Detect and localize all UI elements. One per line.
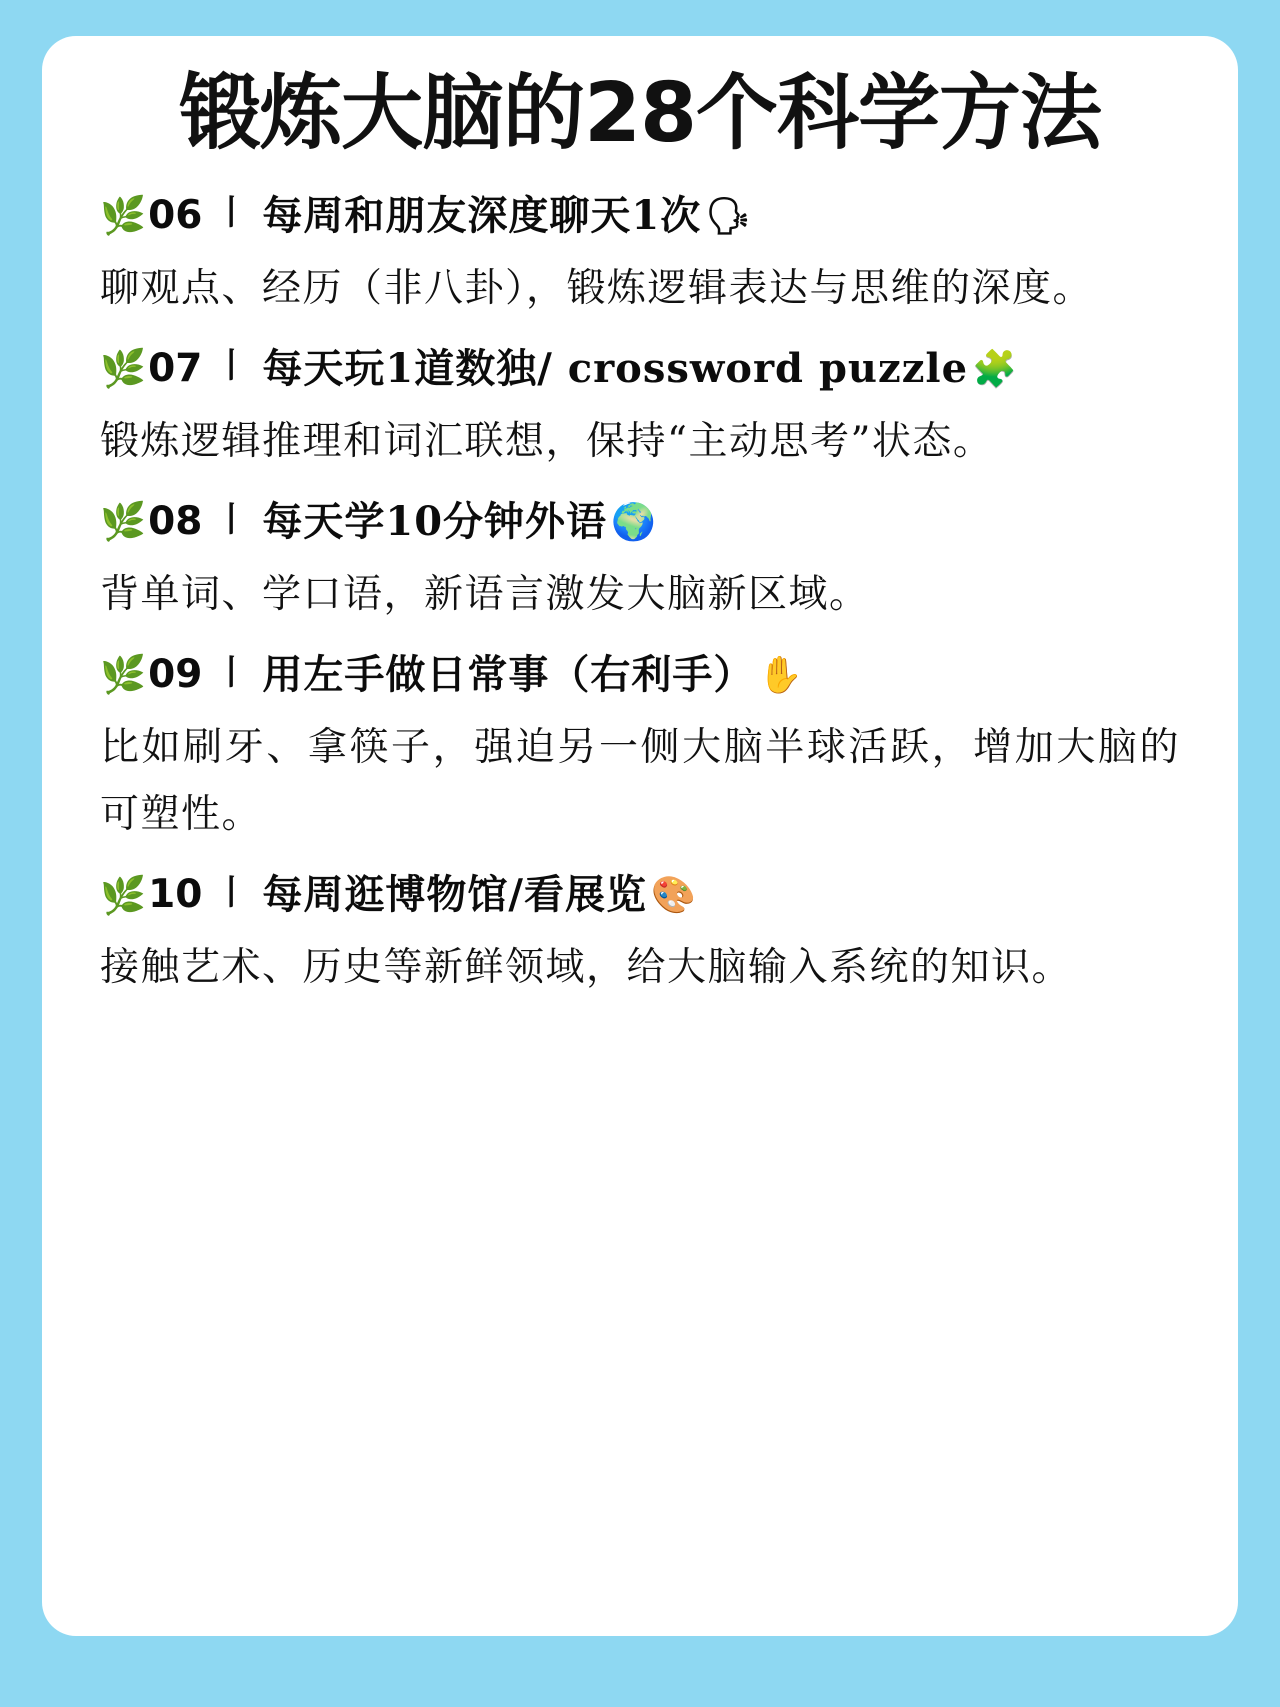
separator-icon: 丨 [214,872,249,913]
list-item [100,185,1180,322]
item-heading-text: 用左手做日常事（右利手） [262,650,755,698]
separator-icon: 丨 [214,193,249,234]
artist-palette-icon: 🎨 [650,874,696,917]
item-body: 背单词、学口语，新语言激发大脑新区域。 [100,571,870,617]
raised-hand-icon: ✋ [758,653,804,696]
puzzle-piece-icon: 🧩 [972,347,1017,390]
note-card [42,36,1238,1636]
item-number: 08 [148,498,203,544]
item-heading [100,491,1180,553]
list-item [100,644,1180,848]
item-heading [100,864,1180,926]
speaking-head-icon: 🗣 [705,194,751,237]
item-heading-text: 每天玩1道数独/ crossword puzzle [262,344,969,392]
globe-icon: 🌍 [611,500,656,543]
item-number: 09 [148,651,203,697]
item-heading-text: 每天学10分钟外语 [262,497,608,545]
item-number: 10 [148,871,203,917]
leaf-icon: 🌿 [100,193,147,238]
list-item [100,864,1180,1001]
separator-icon: 丨 [214,652,249,693]
leaf-icon: 🌿 [100,872,147,917]
item-body: 聊观点、经历（非八卦），锻炼逻辑表达与思维的深度。 [100,265,1094,311]
item-heading [100,338,1180,400]
page-title: 锻炼大脑的28个科学方法 [178,66,1102,161]
leaf-icon: 🌿 [100,499,147,544]
item-heading-text: 每周和朋友深度聊天1次 [262,191,702,239]
item-number: 06 [148,192,203,238]
leaf-icon: 🌿 [100,346,147,391]
item-heading-text: 每周逛博物馆/看展览 [262,871,647,919]
separator-icon: 丨 [214,499,249,540]
item-body: 锻炼逻辑推理和词汇联想，保持“主动思考”状态。 [100,418,994,464]
item-heading [100,644,1180,706]
separator-icon: 丨 [214,346,249,387]
item-heading [100,185,1180,247]
item-body: 接触艺术、历史等新鲜领域，给大脑输入系统的知识。 [100,945,1073,991]
list-item [100,338,1180,475]
item-body: 比如刷牙、拿筷子，强迫另一侧大脑半球活跃，增加大脑的可塑性。 [100,724,1180,838]
leaf-icon: 🌿 [100,652,147,697]
list-item [100,491,1180,628]
item-number: 07 [148,345,203,391]
